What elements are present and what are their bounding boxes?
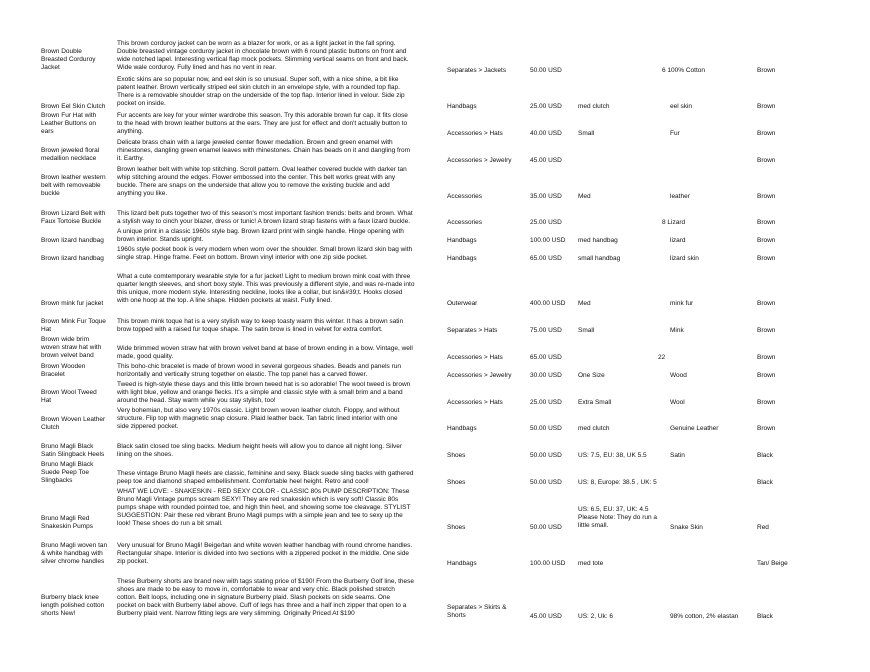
- product-color: Brown: [757, 300, 776, 307]
- product-material: lizard skin: [670, 255, 699, 262]
- product-name: Bruno Magli Black Satin Slingback Heels: [41, 443, 105, 459]
- product-price: 65.00 USD: [530, 255, 562, 262]
- product-description: These vintage Bruno Magli heels are classic, feminine and sexy. Black suede sling backs with gathered peep toe and diamond shaped embellishment. Comfortable heel height. Retro and cool!: [117, 470, 414, 486]
- product-description: Black satin closed toe sling backs. Medium height heels will allow you to dance all night long. Silver lining on the shoes.: [117, 443, 403, 459]
- product-color: Brown: [757, 67, 776, 74]
- product-material: lizard: [670, 237, 686, 244]
- product-category: Shoes: [447, 479, 466, 486]
- product-material: mink fur: [670, 300, 694, 307]
- product-price: 50.00 USD: [530, 452, 562, 459]
- product-description: This lizard belt puts together two of this season's most important fashion trends: belts and brown. What a stylish way to cinch your blazer, dress or tunic! A brown lizard strap fastens with a faux lizard buckle.: [117, 210, 413, 226]
- product-description: Delicate brass chain with a large jeweled center flower medallion. Brown and green enamel with rhinestones, dangling green enamel leaves with rhinestones. Chain has beads on it and dangling from it. Earthy.: [117, 139, 411, 163]
- product-name: Brown Wool Tweed Hat: [41, 389, 97, 405]
- product-price: 75.00 USD: [530, 327, 562, 334]
- product-description: Tweed is high-style these days and this little brown tweed hat is so adorable! The wool tweed is brown with light blue, yellow and orange flecks. It's a simple and classic style with a small brim and a band around the head. Stay warm while you stay stylish, too!: [117, 381, 411, 405]
- product-category: Accessories: [447, 219, 483, 226]
- product-material: 6 100% Cotton: [662, 67, 706, 74]
- product-color: Brown: [757, 372, 776, 379]
- product-size: med tote: [578, 560, 604, 567]
- product-price: 25.00 USD: [530, 219, 562, 226]
- product-price: 45.00 USD: [530, 613, 562, 620]
- product-description: A unique print in a classic 1960s style bag. Brown lizard print with single handle. Hinge opening with brown interior. Stands upright.: [117, 228, 404, 244]
- product-name: Brown jeweled floral medallion necklace: [41, 147, 100, 163]
- product-color: Brown: [757, 103, 776, 110]
- product-description: WHAT WE LOVE: - SNAKESKIN - RED SEXY COLOR - CLASSIC 80s PUMP DESCRIPTION: These Bruno Magli Vintage pumps scream SEXY! They are red snakeskin which is very soft! Classic 80s pumps shape with rounded pointed toe, and high thin heel, and showing some toe cleavage. STYLIST SUGGESTION: Pair these red vibrant Bruno Magli pumps with a simple jean and tee to sexy up the look! These shoes do run a bit small.: [117, 488, 411, 528]
- product-price: 40.00 USD: [530, 130, 562, 137]
- product-color: Brown: [757, 219, 776, 226]
- product-color: Brown: [757, 193, 776, 200]
- product-material: 22: [658, 354, 666, 361]
- product-price: 50.00 USD: [530, 67, 562, 74]
- product-description: This boho-chic bracelet is made of brown wood in several gorgeous shades. Beads and panels run horizontally and vertically strung together on elastic. The top panel has a carved flower.: [117, 363, 402, 379]
- product-price: 100.00 USD: [530, 560, 566, 567]
- product-color: Red: [757, 524, 769, 531]
- product-material: leather: [670, 193, 690, 200]
- product-name: Brown lizard handbag: [41, 255, 104, 262]
- product-category: Accessories > Hats: [447, 130, 503, 137]
- product-size: Small: [578, 130, 595, 137]
- product-category: Accessories > Hats: [447, 354, 503, 361]
- product-name: Bruno Magli Red Snakeskin Pumps: [41, 515, 94, 531]
- product-description: These Burberry shorts are brand new with tags stating price of $190! From the Burberry Golf line, these shoes are made to be easy to move in, comfortable to wear and very chic. Black polished stretch cotton. Belt loops, including one in signature Burberry plaid. Slash pockets on side seams. One pocket on back with Burberry label above. Cuff of legs has three and a half inch zipper that open to a Burberry plaid vent. Narrow fitting legs are very slimming. Originally Priced At $190: [117, 578, 414, 618]
- product-color: Brown: [757, 399, 776, 406]
- product-category: Accessories > Jewelry: [447, 157, 512, 164]
- product-name: Brown lizard handbag: [41, 237, 104, 244]
- product-price: 35.00 USD: [530, 193, 562, 200]
- product-name: Burberry black knee length polished cotton shorts New!: [41, 594, 105, 618]
- product-description: Exotic skins are so popular now, and eel skin is so unusual. Super soft, with a nice shine, a bit like patent leather. Brown vertically striped eel skin clutch in an envelope style, with a rounded top flap. There is a removable shoulder strap on the underside of the top flap. Interior lined in velour. Side zip pocket on inside.: [117, 76, 405, 108]
- product-category: Handbags: [447, 237, 477, 244]
- product-material: Snake Skin: [670, 524, 703, 531]
- product-color: Brown: [757, 425, 776, 432]
- product-price: 50.00 USD: [530, 524, 562, 531]
- product-size: small handbag: [578, 255, 621, 262]
- product-category: Separates > Jackets: [447, 67, 507, 74]
- product-size: One Size: [578, 372, 605, 379]
- product-color: Black: [757, 452, 773, 459]
- product-color: Brown: [757, 237, 776, 244]
- product-size: US: 2, Uk: 6: [578, 613, 614, 620]
- product-price: 100.00 USD: [530, 237, 566, 244]
- product-size: Med: [578, 300, 591, 307]
- product-price: 65.00 USD: [530, 354, 562, 361]
- product-color: Black: [757, 613, 773, 620]
- product-name: Brown Eel Skin Clutch: [41, 103, 106, 110]
- product-description: What a cute comtemporary wearable style for a fur jacket! Light to medium brown mink coat with three quarter length sleeves, and short boxy style. This was previously a different style, and was re-made into this unique, more modern style. Interesting neckline, looks like a collar, but isn&#39;t. Hooks closed with one hoop at the top. A line shape. Hidden pockets at waist. Fully lined.: [117, 273, 415, 305]
- product-category: Separates > Skirts & Shorts: [447, 604, 507, 620]
- product-category: Accessories > Hats: [447, 399, 503, 406]
- product-name: Brown leather western belt with removeable buckle: [41, 174, 106, 198]
- product-size: med clutch: [578, 425, 610, 432]
- product-category: Separates > Hats: [447, 327, 498, 334]
- product-category: Shoes: [447, 524, 466, 531]
- product-material: Genuine Leather: [670, 425, 719, 432]
- product-description: This brown corduroy jacket can be worn as a blazer for work, or as a light jacket in the fall spring. Double breasted vintage corduroy jacket in chocolate brown with 6 round plastic buttons on front and wide notched lapel. Interesting vertical flap mock pockets. Slimming vertical seams on front and back. Wide wale corduroy. Fully lined and has no vent in rear.: [117, 40, 409, 72]
- product-category: Handbags: [447, 560, 477, 567]
- product-description: Wide brimmed woven straw hat with brown velvet band at base of brown ending in a bow. Vintage, well made, good quality.: [117, 345, 413, 361]
- product-size: Small: [578, 327, 595, 334]
- product-material: 8 Lizard: [662, 219, 686, 226]
- product-color: Brown: [757, 130, 776, 137]
- product-description: Very unusual for Bruno Magli! Beige/tan and white woven leather handbag with round chrome handles. Rectangular shape. Interior is divided into two sections with a zippered pocket in the middle. One side zip pocket.: [117, 542, 413, 566]
- product-color: Tan/ Beige: [757, 560, 788, 567]
- product-category: Handbags: [447, 255, 477, 262]
- product-description: Fur accents are key for your winter wardrobe this season. Try this adorable brown fur cap. It fits close to the head with brown leather buttons at the ears. They are just for effect and don't actually button to anything.: [117, 112, 408, 136]
- product-material: Fur: [670, 130, 680, 137]
- product-name: Brown Lizard Belt with Faux Tortoise Buckle: [41, 210, 106, 226]
- product-category: Accessories > Jewelry: [447, 372, 512, 379]
- product-description: Very bohemian, but also very 1970s classic. Light brown woven leather clutch. Floppy, and without structure. Flip top with magnetic snap closure. Plaid leather back. Tan fabric lined interior with one side zippered pocket.: [117, 407, 400, 431]
- product-size: US: 7.5, EU: 38, UK 5.5: [578, 452, 647, 459]
- product-color: Brown: [757, 157, 776, 164]
- product-description: 1960s style pocket book is very modern when worn over the shoulder. Small brown lizard skin bag with single strap. Hinge frame. Feet on bottom. Brown vinyl interior with one zip side pocket.: [117, 246, 413, 262]
- product-size: Med: [578, 193, 591, 200]
- product-material: Satin: [670, 452, 685, 459]
- product-material: 98% cotton, 2% elastan: [670, 613, 739, 620]
- product-category: Handbags: [447, 425, 477, 432]
- product-name: Bruno Magli Black Suede Peep Toe Slingbacks: [41, 461, 94, 485]
- product-name: Brown Fur Hat with Leather Buttons on ears: [41, 112, 97, 136]
- product-material: Wool: [670, 399, 685, 406]
- product-material: Mink: [670, 327, 684, 334]
- product-price: 30.00 USD: [530, 372, 562, 379]
- product-size: Extra Small: [578, 399, 612, 406]
- product-category: Handbags: [447, 103, 477, 110]
- product-name: Brown wide brim woven straw hat with brown velvet band: [41, 336, 102, 360]
- product-category: Outerwear: [447, 300, 478, 307]
- product-description: This brown mink toque hat is a very stylish way to keep toasty warm this winter. It has a brown satin brow topped with a raised fur toque shape. The satin brow is lined in velvet for extra comfort.: [117, 318, 404, 334]
- product-name: Brown Wooden Bracelet: [41, 363, 86, 379]
- product-color: Brown: [757, 255, 776, 262]
- product-price: 25.00 USD: [530, 399, 562, 406]
- product-price: 25.00 USD: [530, 103, 562, 110]
- product-name: Brown Mink Fur Toque Hat: [41, 318, 106, 334]
- product-category: Shoes: [447, 452, 466, 459]
- product-size: med handbag: [578, 237, 618, 244]
- product-price: 50.00 USD: [530, 425, 562, 432]
- product-price: 400.00 USD: [530, 300, 566, 307]
- product-price: 45.00 USD: [530, 157, 562, 164]
- product-size: med clutch: [578, 103, 610, 110]
- product-color: Brown: [757, 327, 776, 334]
- product-price: 50.00 USD: [530, 479, 562, 486]
- product-color: Brown: [757, 354, 776, 361]
- product-color: Black: [757, 479, 773, 486]
- product-description: Brown leather belt with white top stitching. Scroll pattern. Oval leather covered buckle with darker tan whip stitching around the edges. Flower embossed into the center. This belt works great with any buckle. There are snaps on the underside that allow you to remove the existing buckle and add anything you like.: [117, 166, 407, 198]
- product-name: Brown Double Breasted Corduroy Jacket: [41, 48, 96, 72]
- product-name: Bruno Magli woven tan & white handbag with silver chrome handles: [41, 542, 108, 566]
- product-size: US: 8, Europe: 38.5 , UK: 5: [578, 479, 657, 486]
- product-material: eel skin: [670, 103, 693, 110]
- product-size: US: 6.5, EU: 37, UK: 4.5 Please Note: They do run a little small.: [578, 506, 658, 530]
- product-material: Wood: [670, 372, 687, 379]
- product-category: Accessories: [447, 193, 483, 200]
- product-name: Brown Woven Leather Clutch: [41, 416, 106, 432]
- product-name: Brown mink fur jacket: [41, 300, 104, 307]
